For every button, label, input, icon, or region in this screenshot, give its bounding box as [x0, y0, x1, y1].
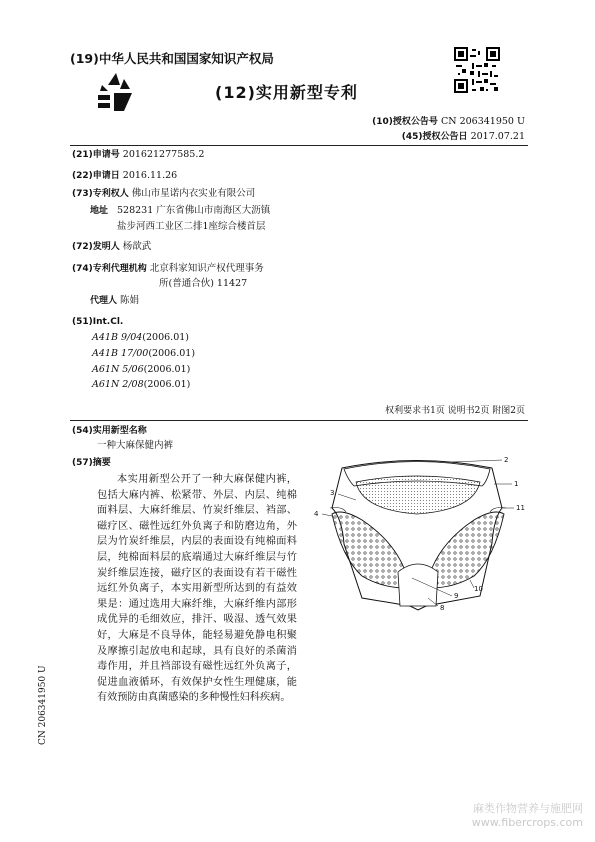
utility-title: 一种大麻保健内裤 — [97, 440, 174, 451]
agent — [90, 293, 139, 309]
figure-label: 11 — [516, 504, 525, 512]
figure-label: 1 — [514, 480, 519, 488]
publication-date — [402, 129, 525, 142]
watermark-line-2: www.fibercrops.com — [471, 816, 583, 829]
abstract-label: (57)摘要 — [72, 458, 111, 468]
publication-date-value: 2017.07.21 — [470, 131, 525, 142]
underwear-figure — [302, 448, 538, 620]
application-date — [72, 168, 177, 184]
watermark — [472, 802, 583, 830]
application-number — [72, 147, 204, 163]
agency-label: (74)专利代理机构 — [72, 264, 147, 274]
page-count-info: 权利要求书1页 说明书2页 附图2页 — [385, 406, 525, 416]
figure-label: 8 — [440, 604, 445, 612]
address-line-1: 528231 广东省佛山市南海区大沥镇 — [117, 205, 271, 216]
application-date-label: (22)申请日 — [72, 171, 120, 181]
inventor-label: (72)发明人 — [72, 242, 120, 252]
intcl-entry: A41B 17/00(2006.01) — [92, 348, 196, 359]
patent-office-emblem — [94, 71, 138, 115]
application-number-value: 201621277585.2 — [122, 149, 205, 160]
document-type: (12)实用新型专利 — [215, 83, 358, 102]
publication-date-label: (45)授权公告日 — [401, 132, 468, 142]
watermark-line-1: 麻类作物营养与施肥网 — [473, 802, 583, 815]
abstract-text: 本实用新型公开了一种大麻保健内裤，包括大麻内裤、松紧带、外层、内层、纯棉面料层、大麻纤维层、竹炭纤维层、裆部、磁疗区、磁性远红外负离子和防磨边角，外层为竹炭纤维层，内层的表面设有纯棉面料层，纯棉面料层的底端通过大麻纤维层与竹炭纤维层连接，磁疗区的表面设有若干磁性远红外负离子，本实用新型所达到的有益效果是：通过选用大麻纤维，大麻纤维内部形成优异的毛细效应，排汗、吸湿、透气效果好，大麻是不良导体，能轻易避免静电积聚及摩擦引起放电和起球，具有良好的杀菌消毒作用，并且裆部设有磁性远红外负离子，促进血液循环，有效保护女性生理健康，能有效预防由真菌感染的多种慢性妇科疾病。 — [97, 474, 297, 704]
utility-title-label: (54)实用新型名称 — [72, 426, 147, 436]
figure-label: 10 — [474, 585, 483, 593]
figure-label: 9 — [454, 592, 459, 600]
address-line-2: 盐步河西工业区二排1座综合楼首层 — [117, 221, 266, 232]
intcl-label: (51)Int.Cl. — [72, 317, 124, 327]
patentee — [72, 186, 255, 202]
intcl-entry: A61N 2/08(2006.01) — [92, 379, 191, 390]
agency-line-1: 北京科家知识产权代理事务 — [149, 263, 264, 274]
figure-label: 2 — [504, 456, 509, 464]
patentee-value: 佛山市星诺内衣实业有限公司 — [131, 188, 256, 199]
application-date-value: 2016.11.26 — [122, 170, 178, 181]
patentee-label: (73)专利权人 — [72, 189, 129, 199]
application-number-label: (21)申请号 — [72, 150, 120, 160]
section-rule — [70, 420, 528, 421]
inventor-value: 杨歆武 — [122, 241, 152, 252]
header-rule — [70, 145, 528, 146]
publication-number-label: (10)授权公告号 — [372, 117, 438, 127]
figure-label: 4 — [314, 510, 319, 518]
agency — [72, 261, 264, 277]
intcl-entry: A41B 9/04(2006.01) — [92, 332, 189, 343]
agency-line-2: 所(普通合伙) 11427 — [159, 278, 248, 289]
inventor — [72, 239, 151, 255]
publication-number-value: CN 206341950 U — [440, 116, 525, 127]
agent-label: 代理人 — [90, 296, 118, 306]
agent-value: 陈娟 — [120, 295, 140, 306]
qr-code — [454, 47, 500, 93]
side-publication-number: CN 206341950 U — [38, 665, 48, 745]
intcl-entry: A61N 5/06(2006.01) — [92, 364, 191, 375]
figure-label: 3 — [330, 489, 335, 497]
publication-number — [372, 114, 525, 127]
issuing-office: (19)中华人民共和国国家知识产权局 — [70, 51, 274, 66]
address-label: 地址 — [90, 206, 109, 216]
